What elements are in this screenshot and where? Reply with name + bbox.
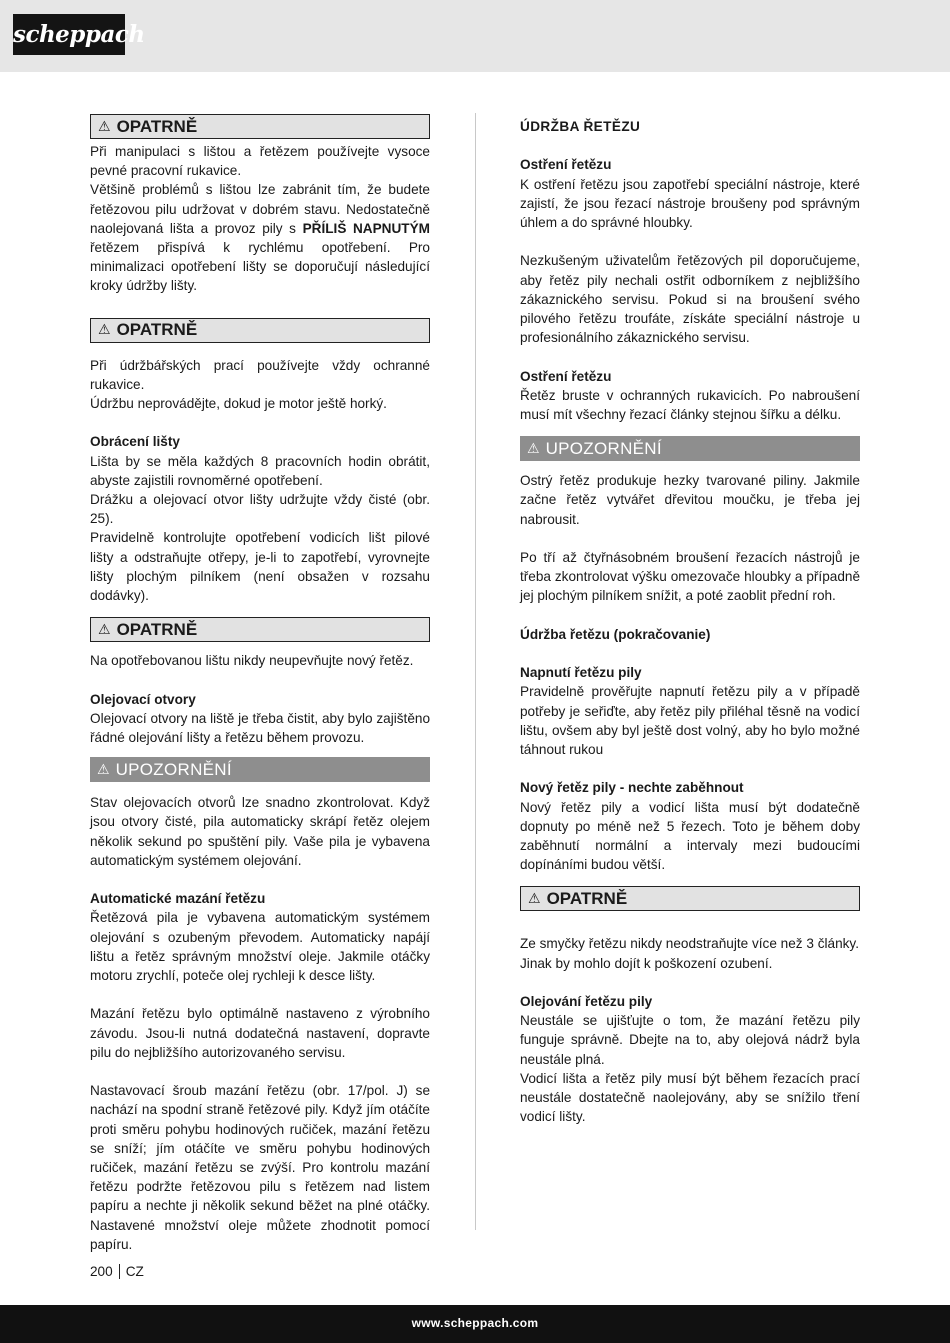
- paragraph: Stav olejovacích otvorů lze snadno zkontrolovat. Když jsou otvory čisté, pila automaticky skrápí řetěz olejem několik sekund po spuštění pily. Vaše pila je vybavena automatickým systémem olejování.: [90, 795, 430, 868]
- paragraph: Na opotřebovanou lištu nikdy neupevňujte nový řetěz.: [90, 653, 414, 669]
- paragraph: Mazání řetězu bylo optimálně nastaveno z výrobního závodu. Jsou-li nutná dodatečná nastavení, dopravte pilu do nejbližšího autorizovaného servisu.: [90, 1006, 430, 1060]
- caution-box-2: [90, 318, 430, 343]
- subheading: Napnutí řetězu pily: [520, 665, 642, 681]
- section-title: ÚDRŽBA ŘETĚZU: [520, 119, 641, 134]
- paragraph: Většině problémů s lištou lze zabránit tím, že budete řetězovou pilu udržovat v dobrém stavu. Nedostatečně naolejovaná lišta a provoz pily s PŘÍLIŠ NAPNUTÝM řetězem přispívá k rychlému opotřebení. Pro minimalizaci opotřebení lišty se doporučují následující kroky údržby lišty.: [90, 182, 430, 294]
- left-column: [90, 113, 430, 1254]
- paragraph: Ze smyčky řetězu nikdy neodstraňujte více než 3 články.: [520, 936, 859, 952]
- warning-triangle-icon: ⚠: [527, 440, 540, 457]
- caution-label: OPATRNĚ: [116, 116, 198, 136]
- paragraph: Při manipulaci s lištou a řetězem používejte vysoce pevné pracovní rukavice.: [90, 144, 430, 179]
- page-number: 200: [90, 1264, 113, 1279]
- subheading: Obrácení lišty: [90, 434, 180, 450]
- warning-box-2: [520, 436, 860, 461]
- warning-box-1: [90, 757, 430, 782]
- paragraph: Vodicí lišta a řetěz pily musí být během řezacích prací neustále dostatečně naolejovány, aby se snížilo tření vodicí lišty.: [520, 1070, 860, 1125]
- paragraph: Lišta by se měla každých 8 pracovních hodin obrátit, abyste zajistili rovnoměrné opotřebení.: [90, 453, 430, 488]
- paragraph: Nový řetěz pily a vodicí lišta musí být dodatečně dopnuty po méně než 5 řezech. Toto je během doby zaběhnutí normální a intervaly mezi budoucími dopínáními budou větší.: [520, 799, 860, 873]
- right-column: [520, 113, 860, 1126]
- warning-label: UPOZORNĚNÍ: [115, 759, 232, 779]
- subheading: Údržba řetězu (pokračovanie): [520, 626, 711, 642]
- paragraph: Olejovací otvory na liště je třeba čistit, aby bylo zajištěno řádné olejování lišty a řetězu během provozu.: [90, 710, 431, 746]
- subheading: Ostření řetězu: [520, 157, 612, 173]
- page-footer: [90, 1264, 144, 1279]
- subheading: Nový řetěz pily - nechte zaběhnout: [520, 780, 744, 796]
- subheading: Automatické mazání řetězu: [90, 891, 266, 907]
- paragraph: Nastavovací šroub mazání řetězu (obr. 17/pol. J) se nachází na spodní straně řetězové pily. Když jím otáčíte proti směru pohybu hodinových ručiček, mazání řetězu se sníží; jím otáčíte ve směru pohybu hodinových ručiček, mazání řetězu se zvýší. Pro kontrolu mazání řetězu podržte řetězovou pilu s řetězem nad listem papíru a nechte ji několik sekund běžet na plné otáčky. Nastavené množství oleje můžete zhodnotit pomocí papíru.: [90, 1083, 430, 1252]
- warning-triangle-icon: ⚠: [98, 118, 111, 135]
- paragraph: Nezkušeným uživatelům řetězových pil doporučujeme, aby řetěz pily nechali ostřit odborníkem z nejbližšího zákaznického servisu. Pokud si na broušení svého pilového řetězu troufáte, získáte speciální nástroje u profesionálního zákaznického servisu.: [520, 253, 860, 346]
- paragraph: K ostření řetězu jsou zapotřebí speciální nástroje, které zajistí, že jsou řezací nástroje broušeny pod správným úhlem a do správné hloubky.: [520, 176, 860, 230]
- paragraph: Neustále se ujišťujte o tom, že mazání řetězu pily funguje správně. Dbejte na to, aby olejová nádrž byla neustále plná.: [520, 1013, 860, 1067]
- caution-box-3: [90, 617, 430, 642]
- caution-label: OPATRNĚ: [116, 619, 198, 639]
- paragraph: Při údržbářských prací používejte vždy ochranné rukavice.: [90, 357, 430, 392]
- caution-label: OPATRNĚ: [116, 320, 198, 340]
- warning-triangle-icon: ⚠: [98, 621, 111, 638]
- paragraph: Údržbu neprovádějte, dokud je motor ještě horký.: [90, 396, 387, 412]
- paragraph: Po tří až čtyřnásobném broušení řezacích nástrojů je třeba zkontrolovat výšku omezovače hloubky a případně jej plochým pilníkem snížit, a poté zaoblit přední roh.: [520, 550, 860, 604]
- language-code: CZ: [125, 1264, 144, 1279]
- website-link[interactable]: www.scheppach.com: [411, 1316, 539, 1330]
- warning-triangle-icon: ⚠: [528, 890, 541, 907]
- paragraph: Pravidelně kontrolujte opotřebení vodicích lišt pilové lišty a odstraňujte otřepy, je-li to zapotřebí, vyrovnejte lišty plochým pilníkem (není obsažen v rozsahu dodávky).: [90, 530, 430, 604]
- top-header-bar: [0, 0, 950, 72]
- column-divider: [475, 113, 476, 1230]
- caution-label: OPATRNĚ: [546, 888, 628, 908]
- caution-box-1: [90, 114, 430, 139]
- subheading: Olejování řetězu pily: [520, 994, 653, 1009]
- bottom-bar: [0, 1305, 950, 1343]
- subheading: Ostření řetězu: [520, 368, 612, 384]
- paragraph: Jinak by mohlo dojít k poškození ozubení.: [520, 955, 773, 971]
- caution-box-4: [520, 886, 860, 911]
- warning-label: UPOZORNĚNÍ: [545, 438, 662, 458]
- paragraph: Řetězová pila je vybavena automatickým systémem olejování s ozubeným převodem. Automaticky napájí lištu a řetěz správným množství oleje. Jakmile otáčky motoru zrychlí, poteče olej rychleji k desce lišty.: [90, 910, 430, 984]
- paragraph: Drážku a olejovací otvor lišty udržujte vždy čisté (obr. 25).: [90, 492, 430, 527]
- footer-separator: [119, 1264, 120, 1279]
- subheading: Olejovací otvory: [90, 691, 196, 707]
- scheppach-logo: scheppach: [13, 14, 125, 55]
- warning-triangle-icon: ⚠: [97, 761, 110, 778]
- paragraph: Pravidelně prověřujte napnutí řetězu pily a v případě potřeby je seřiďte, aby řetěz pily přiléhal těsně na vodicí lištu, ovšem aby byl ještě dost volný, aby ho bylo možné táhnout rukou: [520, 684, 860, 757]
- warning-triangle-icon: ⚠: [98, 322, 111, 339]
- paragraph: Ostrý řetěz produkuje hezky tvarované piliny. Jakmile začne řetěz vytvářet dřevitou moučku, je třeba jej nabrousit.: [520, 473, 860, 527]
- paragraph: Řetěz bruste v ochranných rukavicích. Po nabroušení musí mít všechny řezací články stejnou šířku a délku.: [520, 387, 860, 422]
